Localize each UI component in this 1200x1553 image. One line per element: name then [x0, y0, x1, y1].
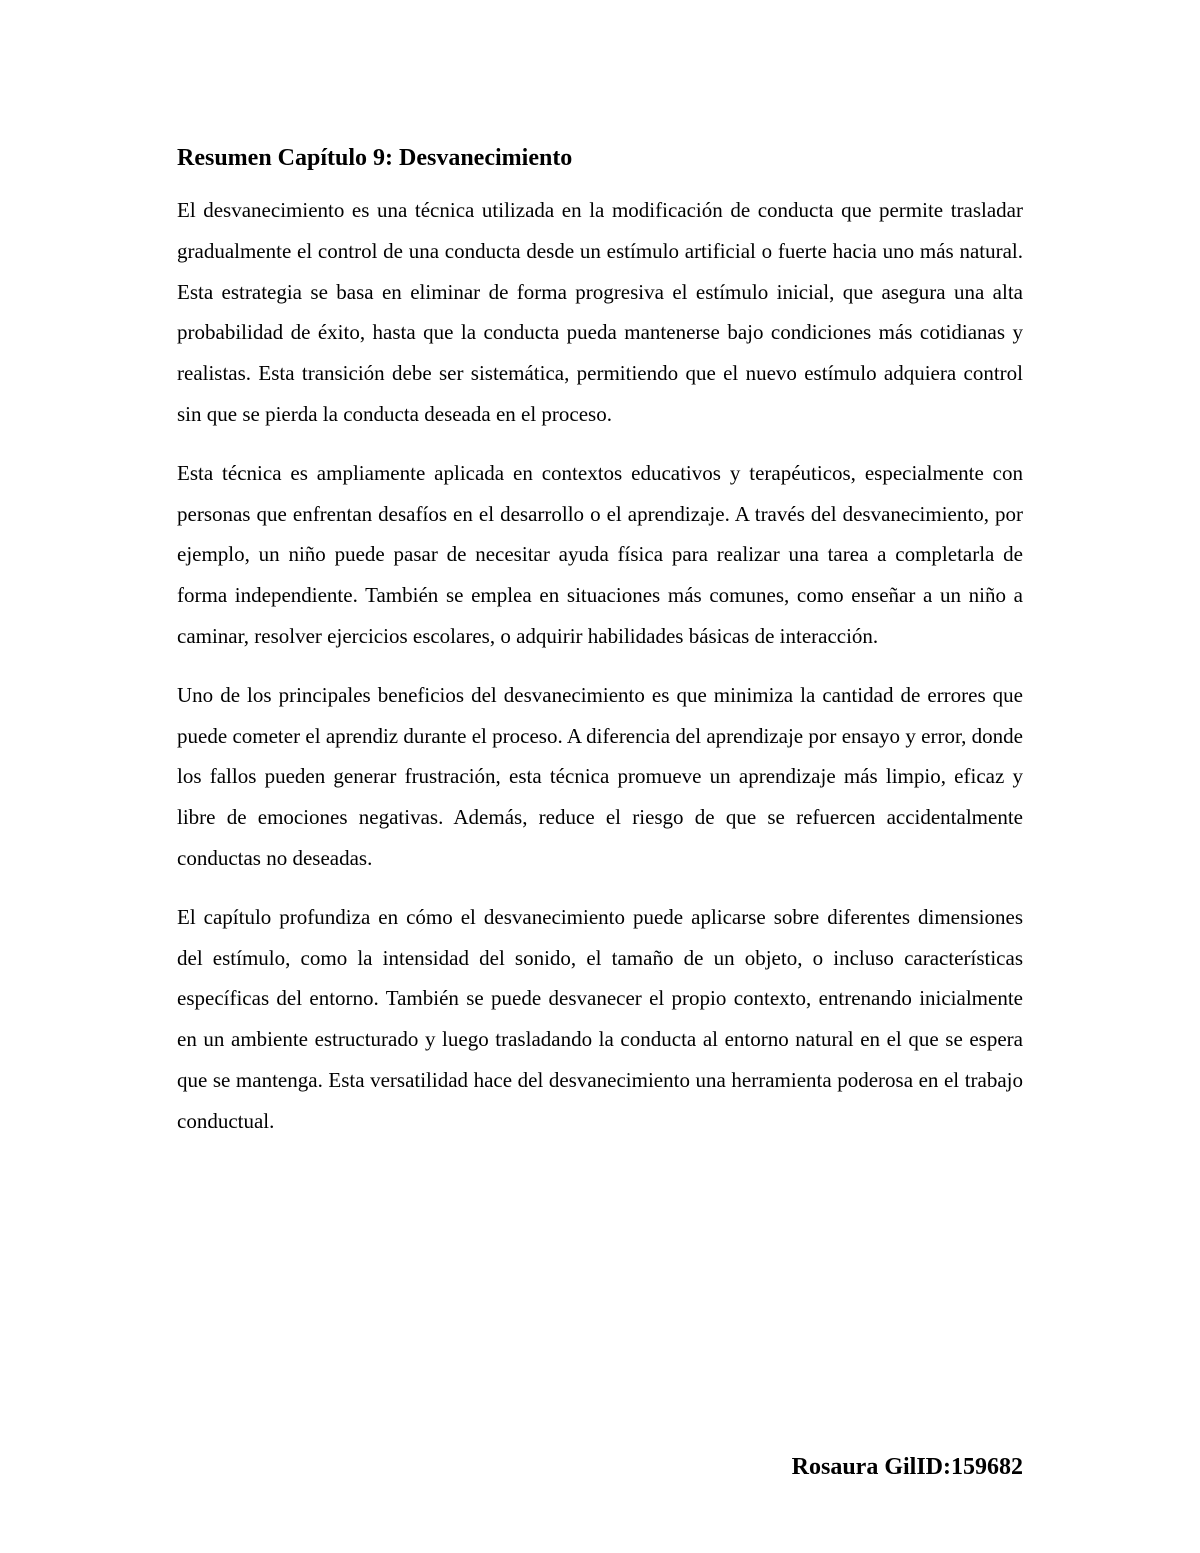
- document-body: [177, 138, 1023, 1160]
- paragraph-4: El capítulo profundiza en cómo el desvanecimiento puede aplicarse sobre diferentes dimensiones del estímulo, como la intensidad del sonido, el tamaño de un objeto, o incluso características específicas del entorno. También se puede desvanecer el propio contexto, entrenando inicialmente en un ambiente estructurado y luego trasladando la conducta al entorno natural en el que se espera que se mantenga. Esta versatilidad hace del desvanecimiento una herramienta poderosa en el trabajo conductual.: [177, 904, 1023, 1133]
- paragraph-2: Esta técnica es ampliamente aplicada en contextos educativos y terapéuticos, especialmente con personas que enfrentan desafíos en el desarrollo o el aprendizaje. A través del desvanecimiento, por ejemplo, un niño puede pasar de necesitar ayuda física para realizar una tarea a completarla de forma independiente. También se emplea en situaciones más comunes, como enseñar a un niño a caminar, resolver ejercicios escolares, o adquirir habilidades básicas de interacción.: [177, 460, 1023, 648]
- paragraph-1: El desvanecimiento es una técnica utilizada en la modificación de conducta que permite trasladar gradualmente el control de una conducta desde un estímulo artificial o fuerte hacia uno más natural. Esta estrategia se basa en eliminar de forma progresiva el estímulo inicial, que asegura una alta probabilidad de éxito, hasta que la conducta pueda mantenerse bajo condiciones más cotidianas y realistas. Esta transición debe ser sistemática, permitiendo que el nuevo estímulo adquiera control sin que se pierda la conducta deseada en el proceso.: [177, 198, 1023, 426]
- paragraph-3: Uno de los principales beneficios del desvanecimiento es que minimiza la cantidad de errores que puede cometer el aprendiz durante el proceso. A diferencia del aprendizaje por ensayo y error, donde los fallos pueden generar frustración, esta técnica promueve un aprendizaje más limpio, eficaz y libre de emociones negativas. Además, reduce el riesgo de que se refuercen accidentalmente conductas no deseadas.: [177, 682, 1023, 870]
- author-footer: Rosaura GilID:159682: [791, 1454, 1023, 1480]
- document-title: Resumen Capítulo 9: Desvanecimiento: [177, 145, 573, 171]
